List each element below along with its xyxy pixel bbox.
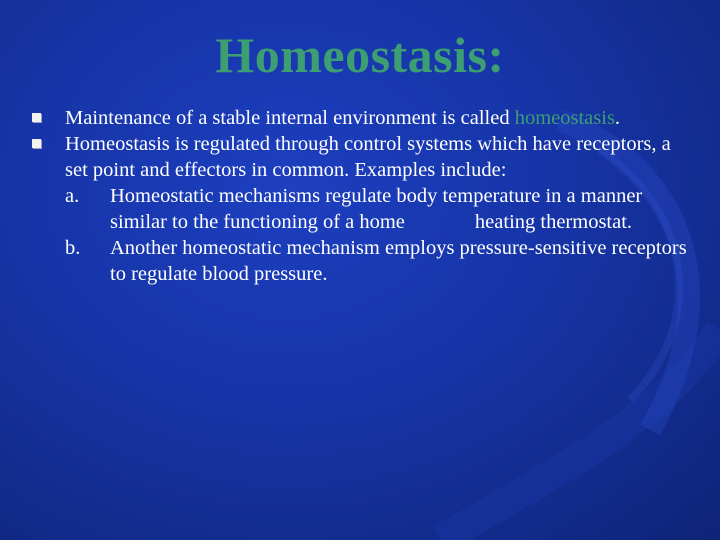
sub-item xyxy=(65,183,690,235)
sub-item-text: Another homeostatic mechanism employs pressure-sensitive receptors to regulate blood pressure. xyxy=(110,237,687,285)
sub-item-text-end: heating thermostat. xyxy=(474,211,633,233)
bullet-text-end: . xyxy=(614,107,621,129)
bullet-item xyxy=(30,105,690,131)
sub-item-label: b. xyxy=(65,237,81,259)
square-bullet-icon xyxy=(32,113,41,122)
square-bullet-icon xyxy=(32,139,41,148)
bullet-list xyxy=(30,105,690,287)
bullet-text: Homeostasis is regulated through control systems which have receptors, a set point and effectors in common. Examples include: xyxy=(65,133,671,181)
slide-title: Homeostasis: xyxy=(215,27,505,83)
highlighted-term: homeostasis xyxy=(514,107,615,129)
bullet-text: Maintenance of a stable internal environment is called xyxy=(65,107,510,129)
sub-item-text: Homeostatic mechanisms regulate body temperature in a manner similar to the functioning of a home xyxy=(110,185,643,233)
sub-item xyxy=(65,235,690,287)
bullet-item xyxy=(30,131,690,287)
sub-item-label: a. xyxy=(65,185,80,207)
